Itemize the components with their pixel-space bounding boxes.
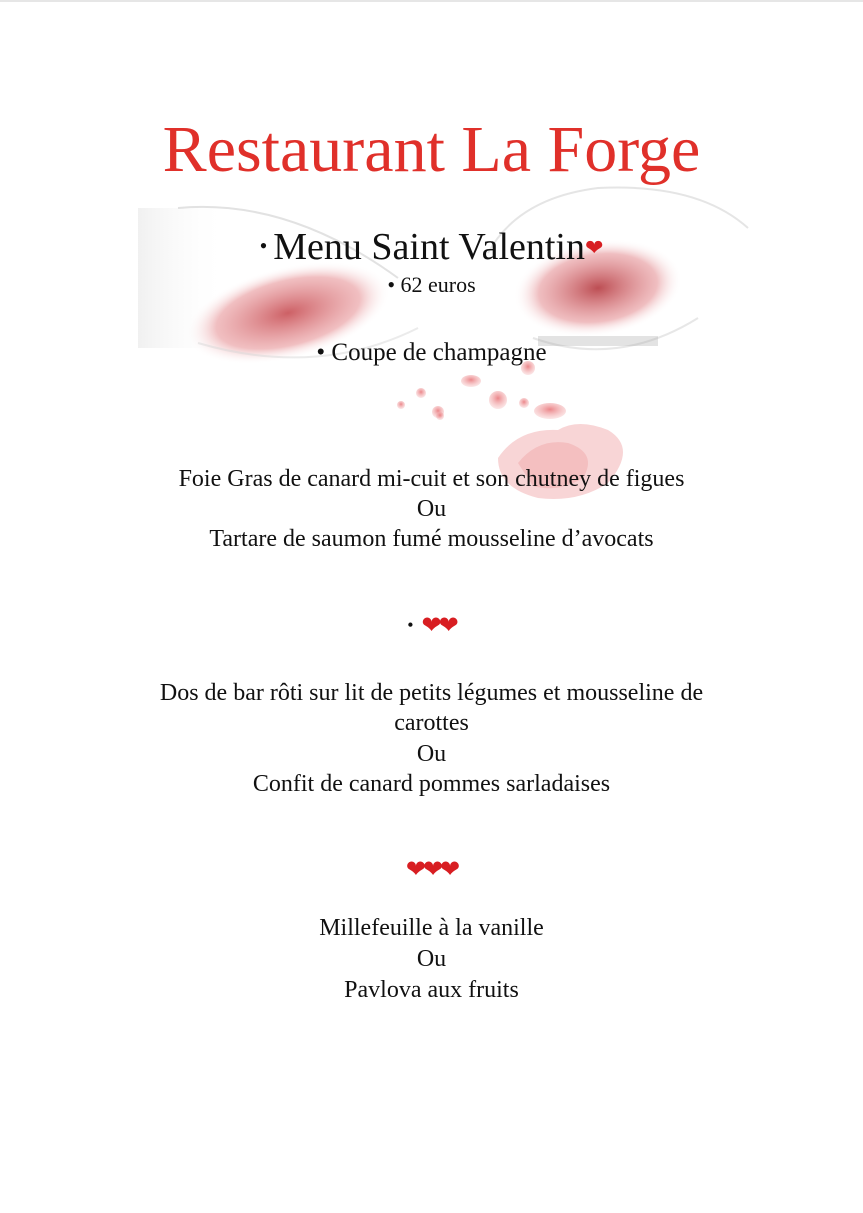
menu-price: • 62 euros [387,272,476,297]
main-option-1-line-1: Dos de bar rôti sur lit de petits légumes et mousseline de [159,680,704,706]
starter-option-1: Foie Gras de canard mi-cuit et son chutney de figues [178,466,685,492]
menu-heading-bullet: • [259,233,268,258]
restaurant-title: Restaurant La Forge [162,113,701,187]
desserts-divider [0,855,863,885]
main-option-2: Confit de canard pommes sarladaises [252,771,611,797]
heart-icon: ❤ [584,235,604,260]
dessert-option-1: Millefeuille à la vanille [319,915,544,941]
menu-heading [0,222,863,272]
mains-divider [0,610,863,641]
menu-name: Menu Saint Valentin [273,226,585,268]
page-top-rule [0,0,863,2]
hearts-icon: ❤❤ [421,613,456,639]
hearts-icon: ❤❤❤ [405,857,458,883]
main-or: Ou [416,741,447,767]
dessert-or: Ou [416,946,447,972]
mains-divider-bullet: • [407,615,414,635]
starter-option-2: Tartare de saumon fumé mousseline d’avocats [209,526,654,552]
dessert-option-2: Pavlova aux fruits [344,977,519,1003]
starter-or: Ou [416,496,447,522]
aperitif-item: • Coupe de champagne [316,339,547,366]
main-option-1-line-2: carottes [394,710,469,736]
